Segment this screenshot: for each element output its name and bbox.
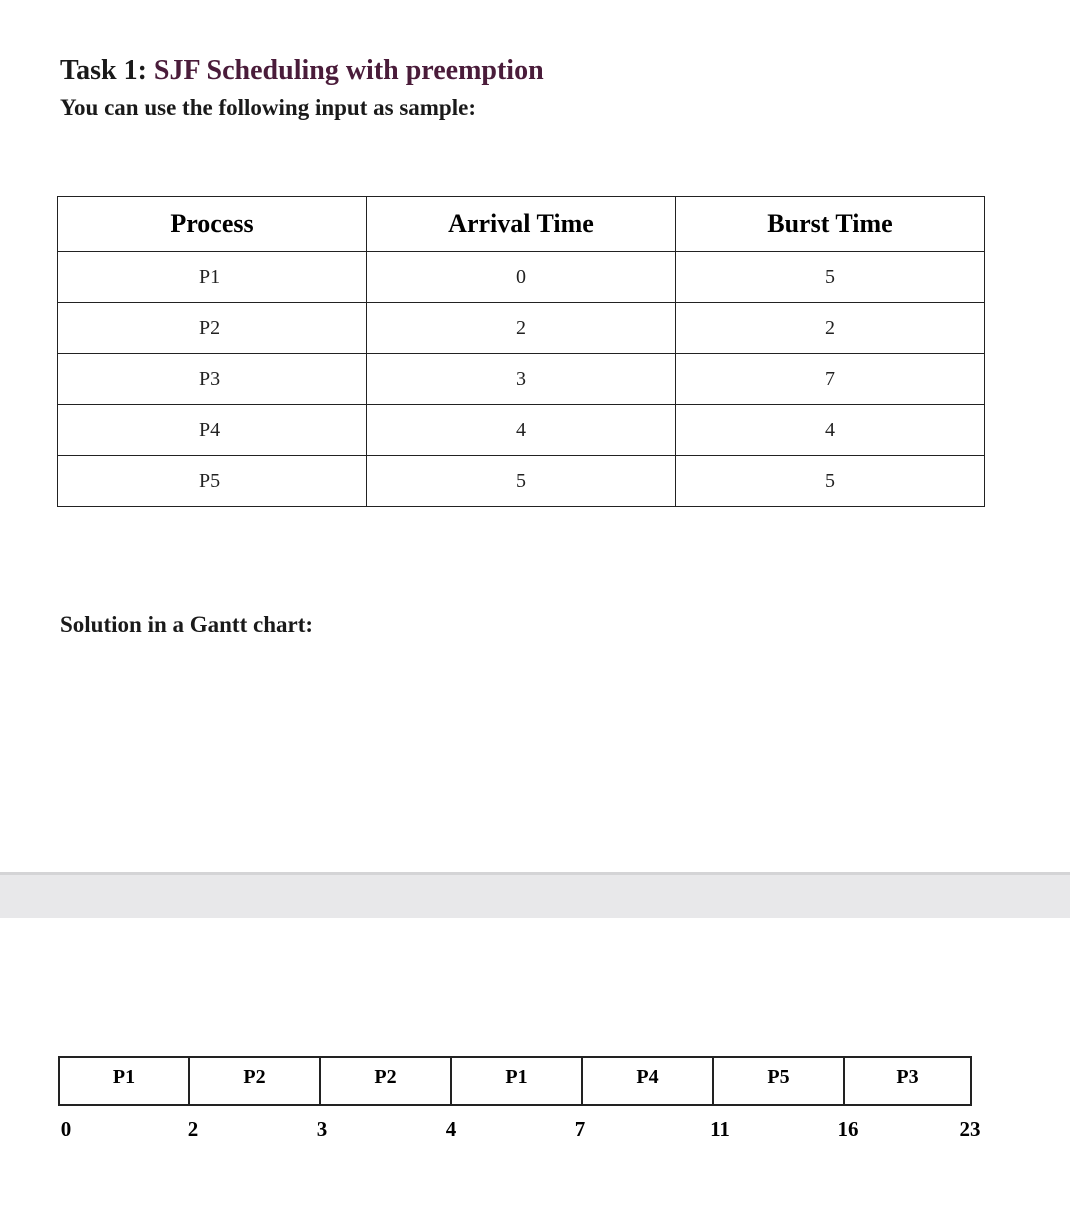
gantt-tick: 0 (60, 1117, 72, 1141)
gantt-segment: P5 (714, 1058, 845, 1104)
cell-burst-time: 2 (676, 303, 985, 354)
cell-process: P3 (58, 354, 367, 405)
gantt-segment: P2 (190, 1058, 321, 1104)
cell-arrival-time: 0 (367, 252, 676, 303)
table-row (58, 303, 985, 354)
table-header-row (58, 197, 985, 252)
gantt-segment: P2 (321, 1058, 452, 1104)
gantt-tick: 3 (316, 1117, 328, 1141)
cell-burst-time: 5 (676, 252, 985, 303)
cell-process: P5 (58, 456, 367, 507)
gantt-tick: 11 (710, 1117, 730, 1141)
header-process: Process (58, 197, 367, 252)
cell-burst-time: 5 (676, 456, 985, 507)
cell-arrival-time: 5 (367, 456, 676, 507)
table-row (58, 456, 985, 507)
gantt-tick: 16 (837, 1117, 859, 1141)
task-label: Task 1: (60, 55, 147, 86)
cell-process: P1 (58, 252, 367, 303)
table-row (58, 252, 985, 303)
gantt-tick: 4 (445, 1117, 457, 1141)
process-table (57, 196, 985, 507)
gantt-segment: P1 (452, 1058, 583, 1104)
cell-arrival-time: 2 (367, 303, 676, 354)
cell-process: P4 (58, 405, 367, 456)
task-title-text: SJF Scheduling with preemption (153, 55, 544, 86)
task-subtitle: You can use the following input as sample: (60, 95, 476, 120)
cell-arrival-time: 3 (367, 354, 676, 405)
gantt-tick: 2 (187, 1117, 199, 1141)
gantt-tick: 7 (574, 1117, 586, 1141)
task-title (60, 55, 544, 87)
cell-process: P2 (58, 303, 367, 354)
header-burst-time: Burst Time (676, 197, 985, 252)
solution-label: Solution in a Gantt chart: (60, 612, 314, 637)
cell-burst-time: 7 (676, 354, 985, 405)
page-break (0, 872, 1070, 918)
header-arrival-time: Arrival Time (367, 197, 676, 252)
gantt-segment: P1 (60, 1058, 190, 1104)
table-row (58, 354, 985, 405)
cell-burst-time: 4 (676, 405, 985, 456)
gantt-chart (58, 1056, 972, 1106)
gantt-tick: 23 (959, 1117, 981, 1141)
table-row (58, 405, 985, 456)
gantt-segment: P3 (896, 1066, 919, 1088)
cell-arrival-time: 4 (367, 405, 676, 456)
gantt-segment: P4 (583, 1058, 714, 1104)
